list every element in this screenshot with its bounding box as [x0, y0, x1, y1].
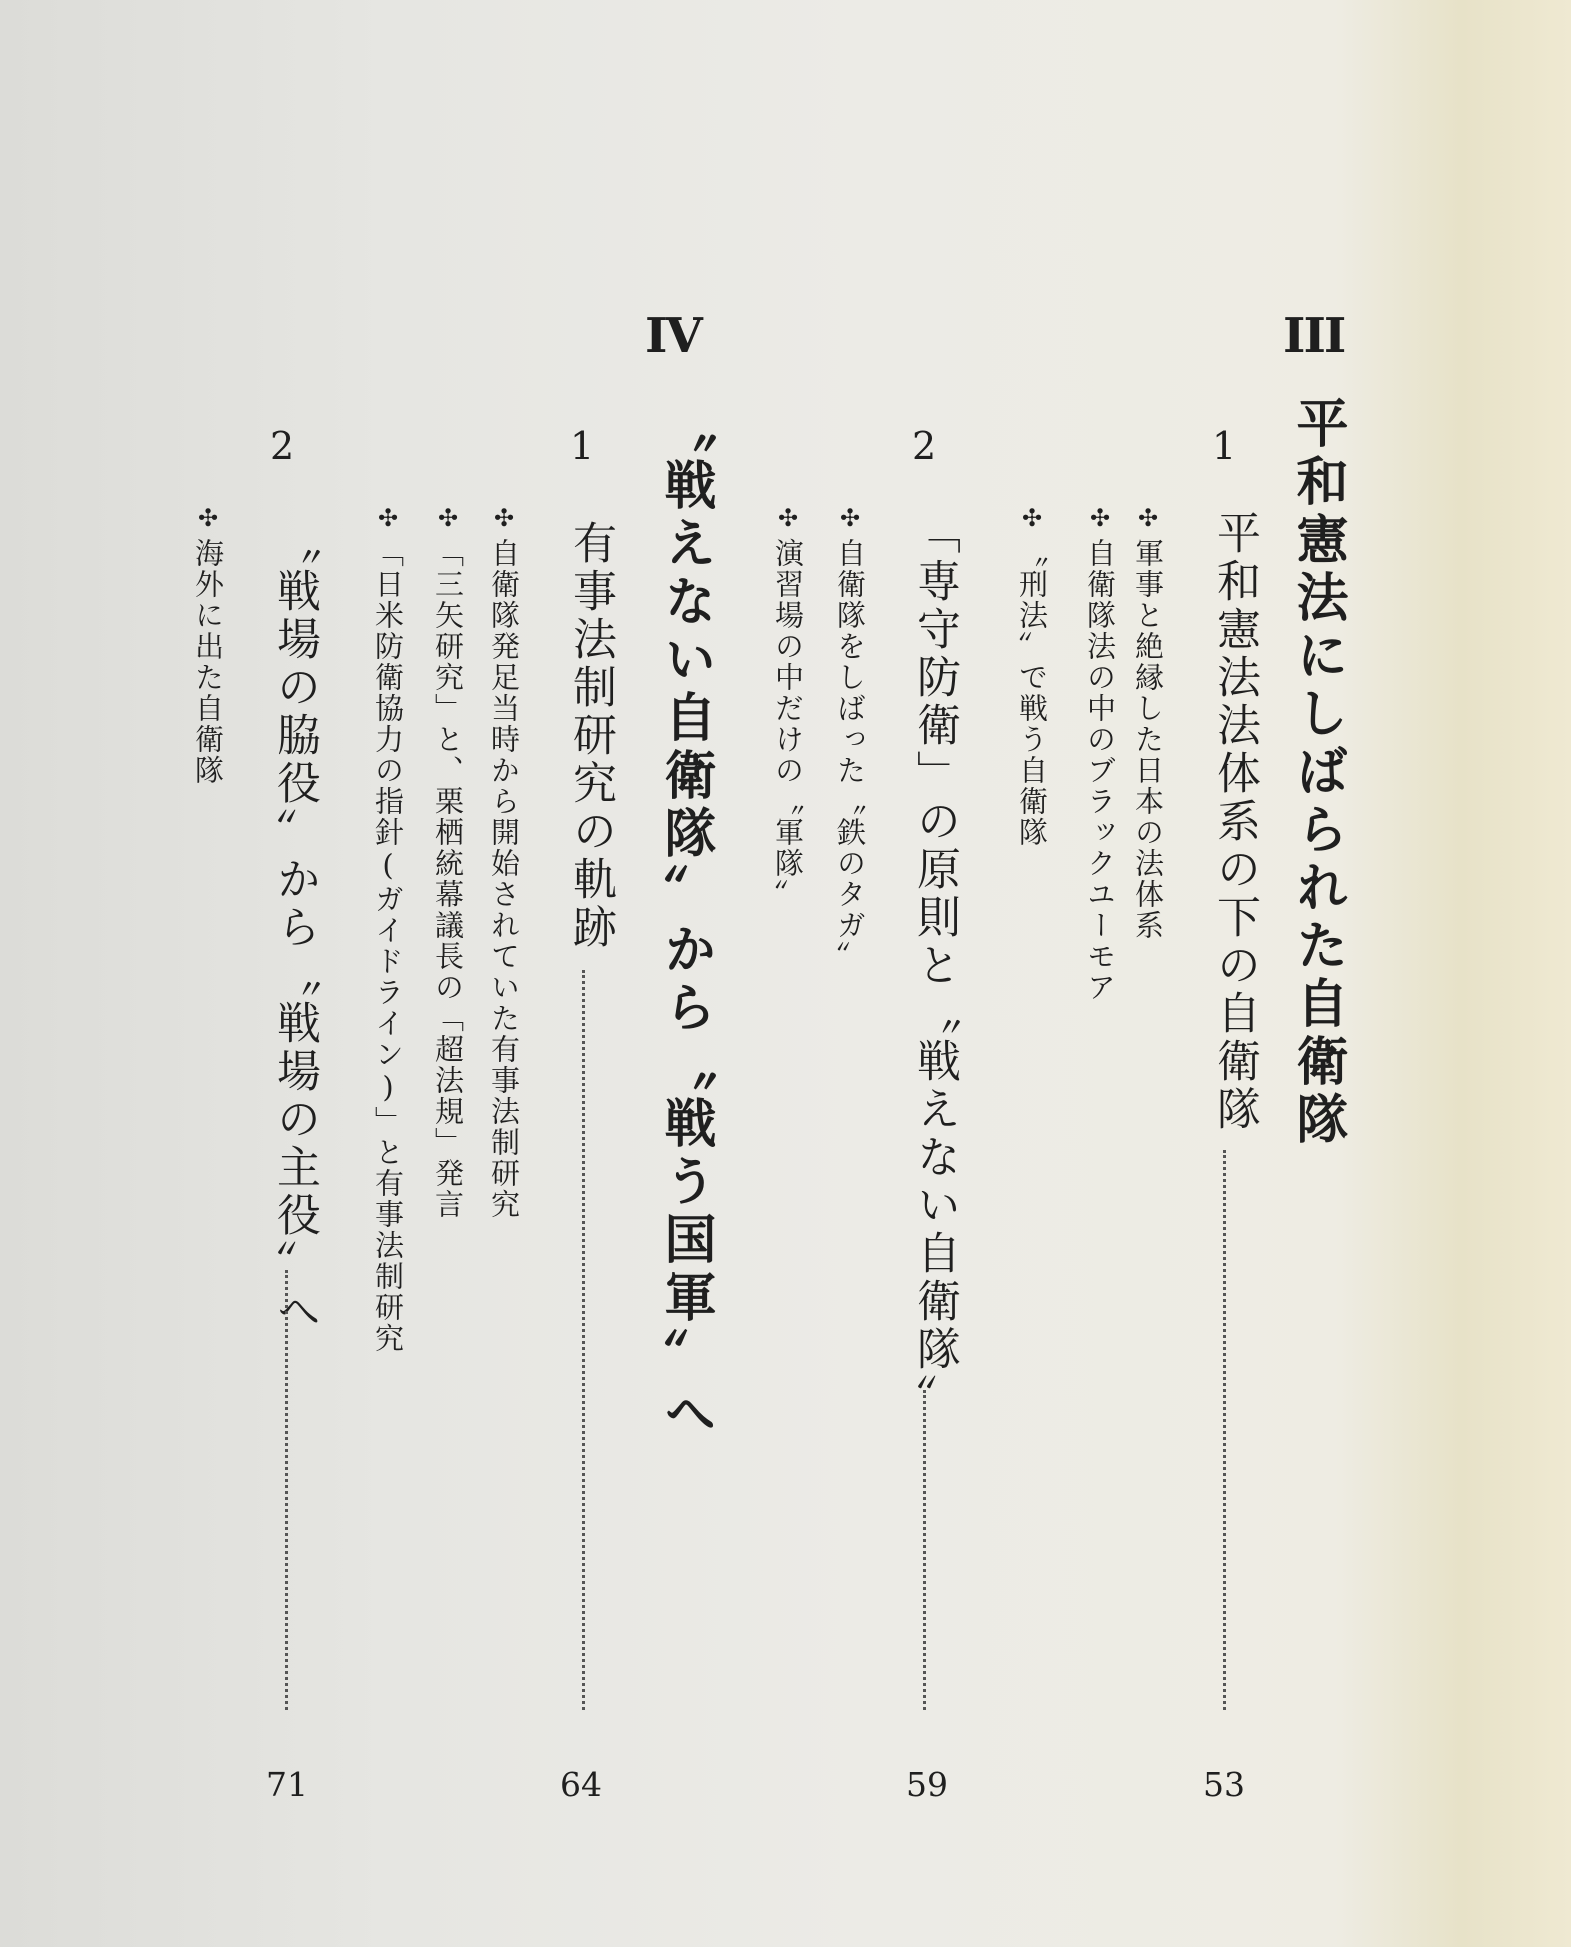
page-number[interactable]: 71: [266, 1765, 308, 1804]
chapter-number: 2: [912, 424, 937, 468]
section-item: ✣海外に出た自衛隊: [191, 504, 225, 786]
part-title: 〝戦えない自衛隊〟から〝戦う国軍〟へ: [655, 400, 716, 1444]
cross-bullet-icon: ✣: [1086, 504, 1114, 534]
cross-bullet-icon: ✣: [434, 504, 462, 534]
page-number[interactable]: 53: [1203, 1765, 1245, 1804]
part-number: III: [1283, 308, 1345, 364]
section-item: ✣自衛隊発足当時から開始されていた有事法制研究: [487, 504, 521, 1220]
cross-bullet-icon: ✣: [1134, 504, 1162, 534]
part-title: 平和憲法にしばられた自衛隊: [1287, 396, 1348, 1150]
section-item: ✣軍事と絶縁した日本の法体系: [1131, 504, 1165, 941]
cross-bullet-icon: ✣: [374, 504, 402, 534]
part-number: IV: [645, 308, 701, 364]
chapter-number: 1: [1212, 424, 1237, 468]
section-item: ✣自衛隊をしばった〝鉄のタガ〟: [833, 504, 867, 972]
chapter-number: 2: [270, 424, 295, 468]
leader-dots: [923, 1390, 926, 1710]
section-item: ✣〝刑法〟で戦う自衛隊: [1015, 504, 1049, 848]
page-number[interactable]: 59: [906, 1765, 948, 1804]
section-item: ✣演習場の中だけの〝軍隊〟: [771, 504, 805, 910]
cross-bullet-icon: ✣: [774, 504, 802, 534]
page-number[interactable]: 64: [560, 1765, 602, 1804]
leader-dots: [285, 1270, 288, 1710]
chapter-title[interactable]: 「専守防衛」の原則と〝戦えない自衛隊〟: [909, 510, 960, 1422]
chapter-title[interactable]: 〝戦場の脇役〟から〝戦場の主役〟へ: [269, 520, 320, 1336]
leader-dots: [582, 970, 585, 1710]
chapter-number: 1: [570, 424, 595, 468]
bleed-through-text: [945, 120, 1011, 536]
section-item: ✣自衛隊法の中のブラックユーモア: [1083, 504, 1117, 1003]
leader-dots: [1223, 1150, 1226, 1710]
chapter-title[interactable]: 有事法制研究の軌跡: [565, 520, 616, 952]
section-item: ✣「日米防衛協力の指針(ガイドライン)」と有事法制研究: [371, 504, 405, 1354]
cross-bullet-icon: ✣: [490, 504, 518, 534]
cross-bullet-icon: ✣: [1018, 504, 1046, 534]
cross-bullet-icon: ✣: [836, 504, 864, 534]
chapter-title[interactable]: 平和憲法法体系の下の自衛隊: [1209, 510, 1260, 1134]
cross-bullet-icon: ✣: [194, 504, 222, 534]
section-item: ✣「三矢研究」と、栗栖統幕議長の「超法規」発言: [431, 504, 465, 1220]
